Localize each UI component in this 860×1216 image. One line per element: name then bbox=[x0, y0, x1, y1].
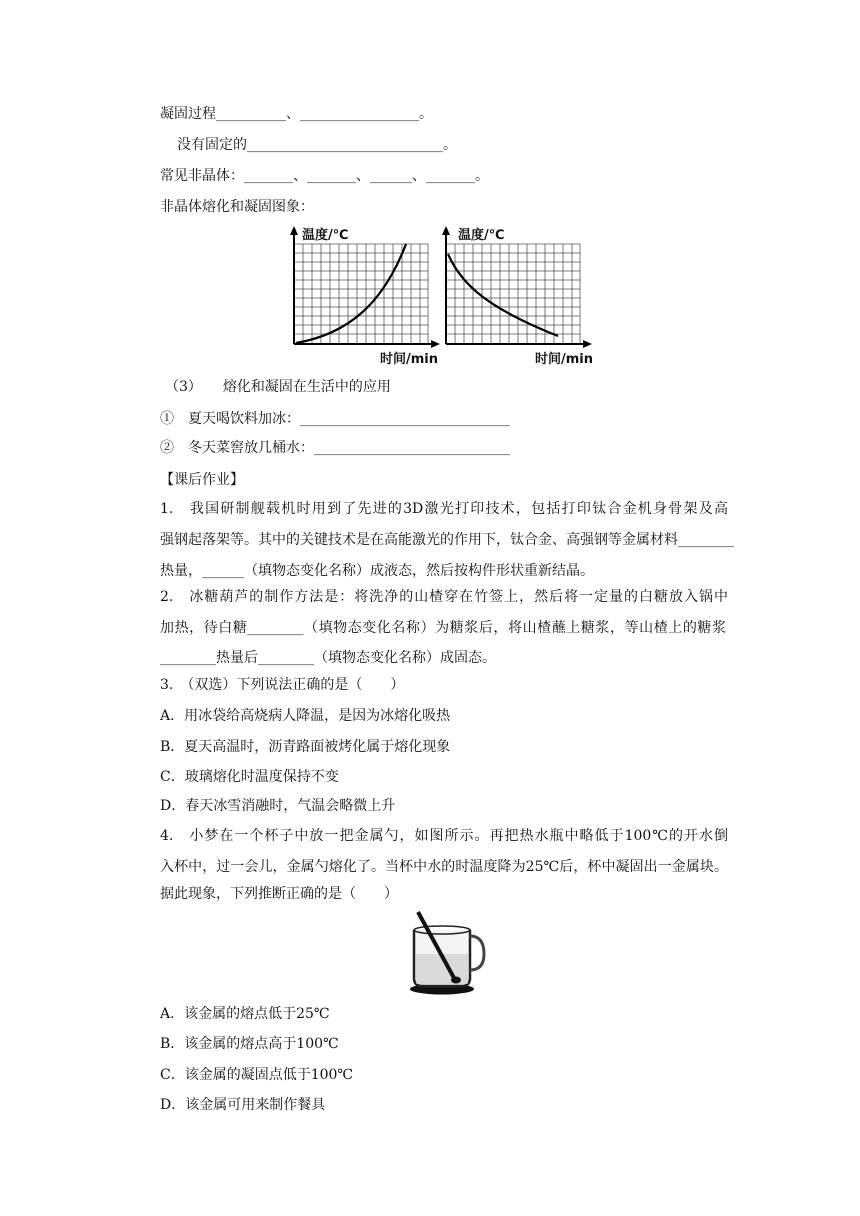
q3-option-a: A．用冰袋给高烧病人降温，是因为冰熔化吸热 bbox=[160, 708, 451, 724]
q4-option-a: A．该金属的熔点低于25℃ bbox=[160, 1006, 330, 1022]
melting-curve bbox=[296, 244, 406, 343]
q4-line-2: 入杯中，过一会儿，金属勺熔化了。当杯中水的时温度降为25℃后，杯中凝固出一金属块。 bbox=[160, 859, 728, 875]
q2-line-2: 加热，待白糖________（填物态变化名称）为糖浆后，将山楂蘸上糖浆，等山楂上的糖浆 bbox=[160, 620, 726, 636]
q4-line-3: 据此现象，下列推断正确的是（ ） bbox=[160, 886, 398, 902]
grid bbox=[294, 244, 428, 344]
y-axis-arrow bbox=[290, 226, 298, 235]
q4-option-c: C．该金属的凝固点低于100℃ bbox=[160, 1067, 354, 1083]
cup-with-spoon-illustration bbox=[404, 908, 490, 1000]
y-axis-arrow bbox=[442, 226, 450, 235]
q3-option-b: B．夏天高温时，沥青路面被烤化属于熔化现象 bbox=[160, 739, 451, 755]
grid bbox=[446, 244, 580, 344]
cup-handle bbox=[470, 936, 484, 970]
q2-line-3: ________热量后________（填物态变化名称）成固态。 bbox=[160, 650, 496, 666]
amorphous-list-line: 常见非晶体：_______、_______、______、_______。 bbox=[160, 168, 489, 184]
spoon-bowl bbox=[451, 977, 461, 984]
q2-line-1: 2. 冰糖葫芦的制作方法是：将洗净的山楂穿在竹签上，然后将一定量的白糖放入锅中 bbox=[160, 589, 728, 605]
right-ylabel: 温度/℃ bbox=[458, 228, 505, 243]
no-fixed-line: 没有固定的____________________________。 bbox=[177, 137, 457, 153]
q1-line-3: 热量，______（填物态变化名称）成液态，然后按构件形状重新结晶。 bbox=[160, 563, 594, 579]
q4-option-b: B．该金属的熔点高于100℃ bbox=[160, 1036, 339, 1052]
left-ylabel: 温度/℃ bbox=[302, 228, 349, 243]
solidify-line: 凝固过程__________、_________________。 bbox=[160, 106, 433, 122]
graph-title: 非晶体熔化和凝固图象： bbox=[160, 199, 314, 215]
q1-line-2: 强钢起落架等。其中的关键技术是在高能激光的作用下，钛合金、高强钢等金属材料________ bbox=[160, 532, 734, 548]
left-xlabel: 时间/min bbox=[380, 352, 439, 367]
solidifying-curve bbox=[448, 254, 558, 336]
q1-line-1: 1. 我国研制舰载机时用到了先进的3D激光打印技术，包括打印钛合金机身骨架及高 bbox=[160, 501, 728, 517]
solidifying-graph bbox=[430, 224, 592, 366]
x-axis-arrow bbox=[583, 340, 592, 348]
q3-stem: 3. （双选）下列说法正确的是（ ） bbox=[160, 677, 405, 693]
q3-option-d: D．春天冰雪消融时，气温会略微上升 bbox=[160, 798, 396, 814]
application-1: ① 夏天喝饮料加冰：______________________________ bbox=[160, 411, 510, 427]
homework-heading: 【课后作业】 bbox=[160, 472, 244, 488]
application-2: ② 冬天菜窖放几桶水：____________________________ bbox=[160, 440, 510, 456]
right-xlabel: 时间/min bbox=[535, 352, 594, 367]
q4-line-1: 4. 小梦在一个杯子中放一把金属勺，如图所示。再把热水瓶中略低于100℃的开水倒 bbox=[160, 828, 728, 844]
section-3-heading: （3） 熔化和凝固在生活中的应用 bbox=[165, 379, 391, 395]
q4-option-d: D．该金属可用来制作餐具 bbox=[160, 1097, 326, 1113]
q3-option-c: C．玻璃熔化时温度保持不变 bbox=[160, 769, 339, 785]
